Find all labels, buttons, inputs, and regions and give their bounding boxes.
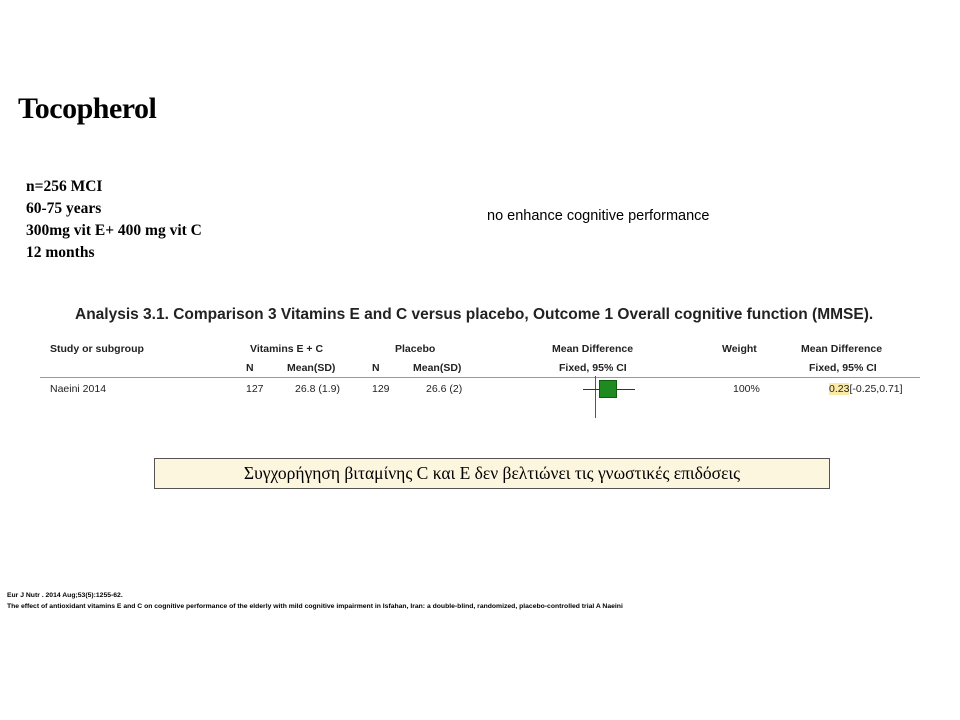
analysis-title: Analysis 3.1. Comparison 3 Vitamins E and C versus placebo, Outcome 1 Overall cognitive function (MMSE). [75,306,874,323]
reference-citation: The effect of antioxidant vitamins E and C on cognitive performance of the elderly with mild cognitive impairment in Isfahan, Iran: a double-blind, randomized, placebo-controlled trial A Naeini [7,603,623,610]
header-treatment: Vitamins E + C [250,343,324,355]
header-mean-treatment: Mean(SD) [287,362,336,374]
fact-duration: 12 months [26,244,95,261]
header-mean-difference-result: Mean Difference [801,343,883,355]
point-estimate: 0.23 [829,383,850,395]
table-divider [40,377,920,378]
header-md-method: Fixed, 95% CI [559,362,627,374]
summary-box: Συγχορήγηση βιταμίνης C και Ε δεν βελτιώνει τις γνωστικές επιδόσεις [154,458,830,489]
reference-journal: Eur J Nutr . 2014 Aug;53(5):1255-62. [7,592,123,599]
fact-sample-size: n=256 MCI [26,178,103,195]
header-mean-control: Mean(SD) [413,362,462,374]
header-weight: Weight [722,343,757,355]
control-n: 129 [372,383,390,395]
fact-dosage: 300mg vit E+ 400 mg vit C [26,222,202,239]
treatment-mean-sd: 26.8 (1.9) [295,383,340,395]
header-study: Study or subgroup [50,343,144,355]
study-facts [26,176,202,264]
treatment-n: 127 [246,383,264,395]
header-control: Placebo [395,343,436,355]
header-n-treatment: N [246,362,254,374]
header-md-result-method: Fixed, 95% CI [809,362,877,374]
line-of-no-effect [595,376,596,418]
effect-size-marker [599,380,617,398]
study-name: Naeini 2014 [50,383,107,395]
conclusion-text: no enhance cognitive performance [487,208,710,224]
mean-difference-result [829,383,903,395]
confidence-interval: [-0.25,0.71] [849,383,903,395]
header-n-control: N [372,362,380,374]
fact-age-range: 60-75 years [26,200,102,217]
slide-title: Tocopherol [18,92,157,125]
study-weight: 100% [733,383,760,395]
header-mean-difference: Mean Difference [552,343,634,355]
control-mean-sd: 26.6 (2) [426,383,463,395]
